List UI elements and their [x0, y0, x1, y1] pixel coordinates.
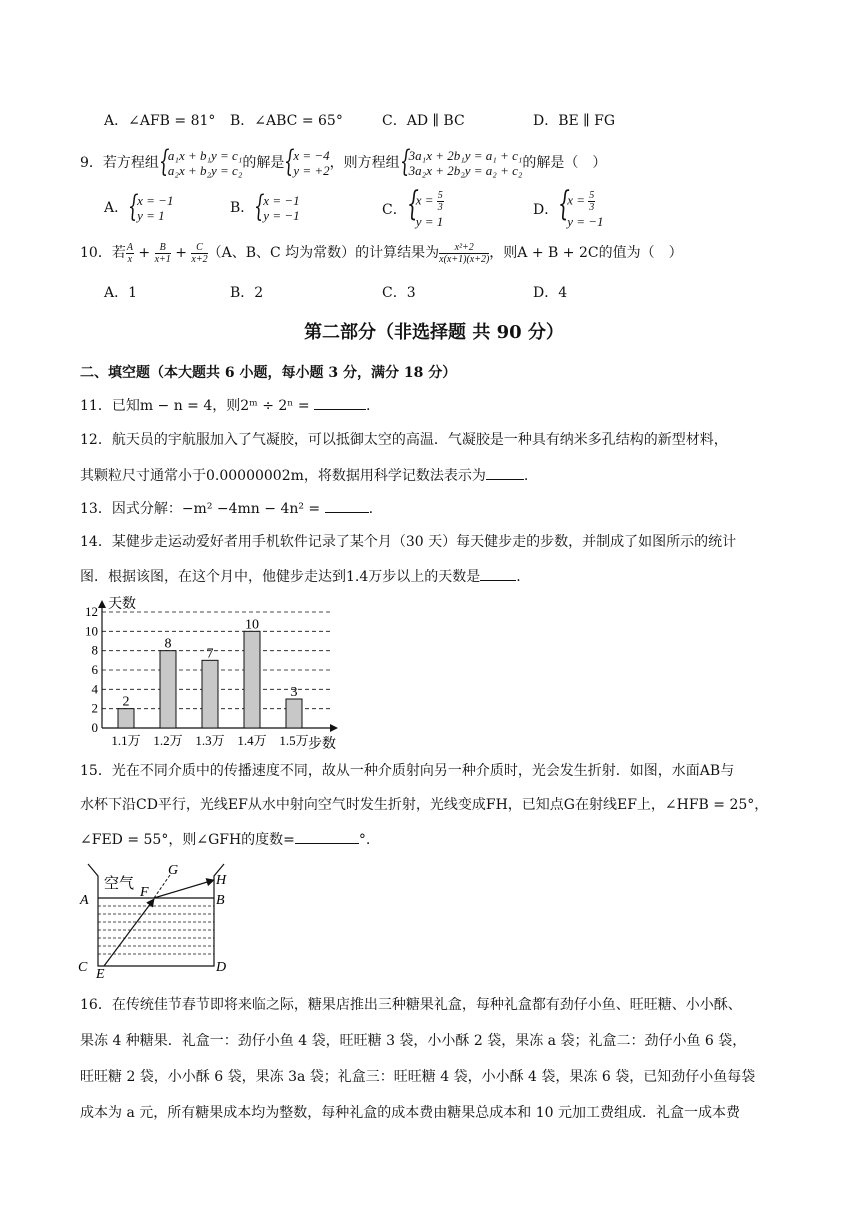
x-axis-arrow	[330, 724, 338, 732]
q10-prefix: 10．若	[80, 245, 126, 261]
y-axis-label: 天数	[108, 597, 136, 612]
q10-fraction-a-den: x	[127, 253, 133, 265]
bar-value-label: 2	[122, 694, 130, 710]
q16-line-3: 旺旺糖 2 袋，小小酥 6 袋，果冻 3a 袋；礼盒三：旺旺糖 4 袋，小小酥 4 袋，果冻 6 袋，已知劲仔小鱼每袋	[80, 1069, 756, 1085]
point-e-label: E	[96, 967, 105, 978]
q10-result-num: x²+2	[439, 242, 489, 254]
q10-option-c: C．3	[382, 285, 416, 301]
point-d-label: D	[216, 960, 227, 975]
x-tick-label: 1.5万	[279, 733, 309, 748]
q9-option-d-label: D．	[533, 202, 559, 218]
q10-fraction-c-num: C	[191, 242, 207, 254]
q9-option-a-label: A．	[104, 200, 129, 216]
q15-line-3-text: ∠FED = 55°，则∠GFH的度数=	[80, 832, 295, 848]
q9-system-2: { 3a₁x + 2b₁y = a₁ + c₁ 3a₂x + 2b₂y = a₂ + c₂	[399, 144, 523, 179]
q10-plus-2: +	[175, 245, 187, 261]
q9-option-d-num: 5	[589, 190, 595, 201]
q9-option-c	[382, 184, 444, 230]
q10-option-a: A．1	[104, 285, 138, 301]
bar-chart	[76, 590, 366, 752]
x-tick-label: 1.3万	[195, 733, 225, 748]
point-h-label: H	[216, 873, 227, 888]
q9-system-1-row-1: a₁x + b₁y = c₁	[167, 148, 243, 163]
q9-question	[80, 144, 607, 179]
y-axis-arrow	[98, 600, 106, 608]
y-tick-label: 10	[85, 623, 98, 639]
q9-mid-1: 的解是	[242, 155, 285, 171]
q12-line-2	[80, 465, 528, 486]
q13-question	[80, 498, 373, 519]
q10-question	[80, 240, 683, 266]
bar	[286, 699, 302, 728]
q9-prefix: 9．若方程组	[80, 155, 159, 171]
q9-option-c-row-2: y = 1	[415, 214, 444, 229]
point-c-label: C	[78, 960, 88, 975]
q15-line-2: 水杯下沿CD平行，光线EF从水中射向空气时发生折射，光线变成FH，已知点G在射线EF上，∠HFB = 25°，	[80, 797, 769, 813]
q11-end: .	[366, 398, 371, 414]
q9-solution-row-1: x = −4	[293, 148, 330, 163]
q9-option-a	[104, 189, 174, 224]
q14-answer-blank	[480, 566, 516, 581]
x-tick-label: 1.1万	[111, 733, 141, 748]
q9-option-c-fraction	[437, 190, 444, 213]
section2-title: 二、填空题（本大题共 6 小题，每小题 3 分，满分 18 分）	[80, 365, 457, 381]
refraction-diagram	[74, 858, 244, 978]
water-hatching	[98, 906, 214, 954]
q9-option-b-row-1: x = −1	[263, 193, 300, 208]
ray-ef	[104, 899, 154, 966]
bar-value-label: 7	[206, 646, 214, 662]
q9-option-b-row-2: y = −1	[263, 208, 300, 223]
y-tick-label: 12	[85, 604, 98, 619]
point-a-label: A	[80, 893, 89, 908]
q10-fraction-b	[155, 242, 171, 265]
q9-system-2-row-2: 3a₂x + 2b₂y = a₂ + c₂	[408, 163, 523, 178]
q9-option-c-label: C．	[382, 202, 407, 218]
x-axis-label: 步数	[308, 737, 336, 752]
q9-mid-2: ，则方程组	[329, 155, 400, 171]
air-label: 空气	[104, 876, 135, 892]
q9-solution-row-2: y = +2	[293, 163, 330, 178]
q14-line-2-text: 图．根据该图，在这个月中，他健步走达到1.4万步以上的天数是	[80, 569, 481, 585]
q9-option-a-row-2: y = 1	[137, 208, 165, 223]
q15-end: °.	[358, 832, 371, 848]
q14-end: .	[516, 569, 521, 585]
q13-end: .	[368, 501, 374, 517]
q10-result-den: x(x+1)(x+2)	[439, 253, 490, 265]
q10-fraction-a	[126, 242, 134, 265]
q9-option-c-den: 3	[437, 202, 443, 213]
q9-option-d	[533, 184, 604, 230]
q10-fraction-c-den: x+2	[191, 253, 208, 265]
q9-option-d-fraction	[588, 190, 595, 213]
q9-option-d-row-2: y = −1	[567, 214, 604, 229]
q15-line-3	[80, 829, 370, 850]
q9-option-b	[230, 189, 300, 224]
q10-fraction-a-num: A	[126, 241, 133, 253]
q9-option-d-row-1	[567, 190, 603, 213]
q16-line-1: 16．在传统佳节春节即将来临之际，糖果店推出三种糖果礼盒，每种礼盒都有劲仔小鱼、旺旺糖、小小酥、	[80, 997, 742, 1013]
q9-system-2-row-1: 3a₁x + 2b₁y = a₁ + c₁	[408, 148, 523, 163]
q16-line-4: 成本为 a 元，所有糖果成本均为整数，每种礼盒的成本费由糖果总成本和 10 元加工费组成．礼盒一成本费	[80, 1105, 740, 1121]
q9-option-a-system: { x = −1 y = 1	[128, 189, 174, 224]
x-tick-label: 1.2万	[153, 733, 183, 748]
q10-suffix: ，则A + B + 2C的值为（ ）	[489, 245, 683, 261]
q8-option-c: C．AD ∥ BC	[382, 113, 465, 129]
q13-text: 13．因式分解：−m² −4mn − 4n² =	[80, 501, 325, 517]
q14-line-2	[80, 566, 521, 587]
point-g-label: G	[168, 863, 179, 878]
q9-option-c-row-1	[416, 190, 444, 213]
q12-line-2-text: 其颗粒尺寸通常小于0.00000002m，将数据用科学记数法表示为	[80, 468, 486, 484]
point-f-label: F	[140, 885, 149, 900]
q15-answer-blank	[295, 829, 359, 844]
q9-option-d-x: x =	[567, 192, 589, 208]
q11-answer-blank	[314, 395, 366, 410]
q10-result-fraction	[439, 242, 489, 265]
q14-line-1: 14．某健步走运动爱好者用手机软件记录了某个月（30 天）每天健步走的步数，并制成了如图所示的统计	[80, 534, 737, 550]
q10-plus-1: +	[138, 245, 151, 261]
q9-suffix: 的解是（ ）	[522, 155, 607, 171]
bar	[202, 660, 218, 728]
q15-line-1: 15．光在不同介质中的传播速度不同，故从一种介质射向另一种介质时，光会发生折射．如图，水面AB与	[80, 763, 735, 779]
y-tick-label: 6	[91, 662, 98, 677]
bar-value-label: 3	[290, 685, 298, 700]
q9-option-d-system: { x = $\frac{5}{3}$ y = −1	[558, 184, 604, 229]
part2-heading: 第二部分（非选择题 共 90 分）	[304, 322, 564, 343]
y-tick-label: 2	[91, 700, 98, 716]
q12-line-1: 12．航天员的宇航服加入了气凝胶，可以抵御太空的高温．气凝胶是一种具有纳米多孔结构的新型材料，	[80, 432, 728, 448]
q9-system-1: { a₁x + b₁y = c₁ a₂x + b₂y = c₂	[158, 144, 243, 179]
q10-fraction-b-num: B	[155, 242, 171, 254]
q9-option-b-label: B．	[230, 200, 255, 216]
q8-option-a: A．∠AFB = 81°	[104, 113, 216, 129]
q9-option-c-system: { x = $\frac{5}{3}$ y = 1	[406, 184, 444, 229]
q16-line-2: 果冻 4 种糖果．礼盒一：劲仔小鱼 4 袋，旺旺糖 3 袋，小小酥 2 袋，果冻 a 袋；礼盒二：劲仔小鱼 6 袋，	[80, 1033, 747, 1049]
q8-option-d: D．BE ∥ FG	[533, 113, 615, 129]
q9-option-c-num: 5	[437, 190, 443, 201]
q11-question	[80, 395, 370, 416]
q10-mid: （A、B、C 均为常数）的计算结果为	[207, 245, 440, 261]
bar	[160, 651, 176, 728]
q10-fraction-c	[191, 242, 207, 265]
q9-option-d-den: 3	[589, 202, 595, 213]
q10-fraction-b-den: x+1	[154, 253, 171, 265]
y-tick-label: 4	[91, 681, 98, 697]
y-tick-label: 8	[91, 642, 98, 658]
point-b-label: B	[216, 893, 225, 908]
bar	[118, 709, 134, 728]
q13-answer-blank	[325, 498, 369, 513]
x-tick-label: 1.4万	[237, 733, 267, 748]
q8-option-b: B．∠ABC = 65°	[230, 113, 343, 129]
bar-value-label: 8	[164, 636, 172, 652]
ray-fh	[154, 880, 214, 898]
q9-option-b-system: { x = −1 y = −1	[254, 189, 300, 224]
bar	[244, 631, 260, 728]
y-tick-label: 0	[91, 720, 98, 735]
q12-end: .	[523, 468, 529, 484]
ray-fg-dashed	[154, 875, 170, 898]
bar-value-label: 10	[245, 617, 259, 633]
q9-solution: { x = −4 y = +2	[284, 144, 330, 179]
q10-option-b: B．2	[230, 285, 264, 301]
q9-option-c-x: x =	[415, 192, 437, 208]
q10-option-d: D．4	[533, 285, 568, 301]
q12-answer-blank	[486, 465, 524, 480]
q11-text: 11．已知m − n = 4，则2ᵐ ÷ 2ⁿ =	[80, 398, 314, 414]
q9-system-1-row-2: a₂x + b₂y = c₂	[167, 163, 243, 178]
q9-option-a-row-1: x = −1	[137, 193, 174, 208]
